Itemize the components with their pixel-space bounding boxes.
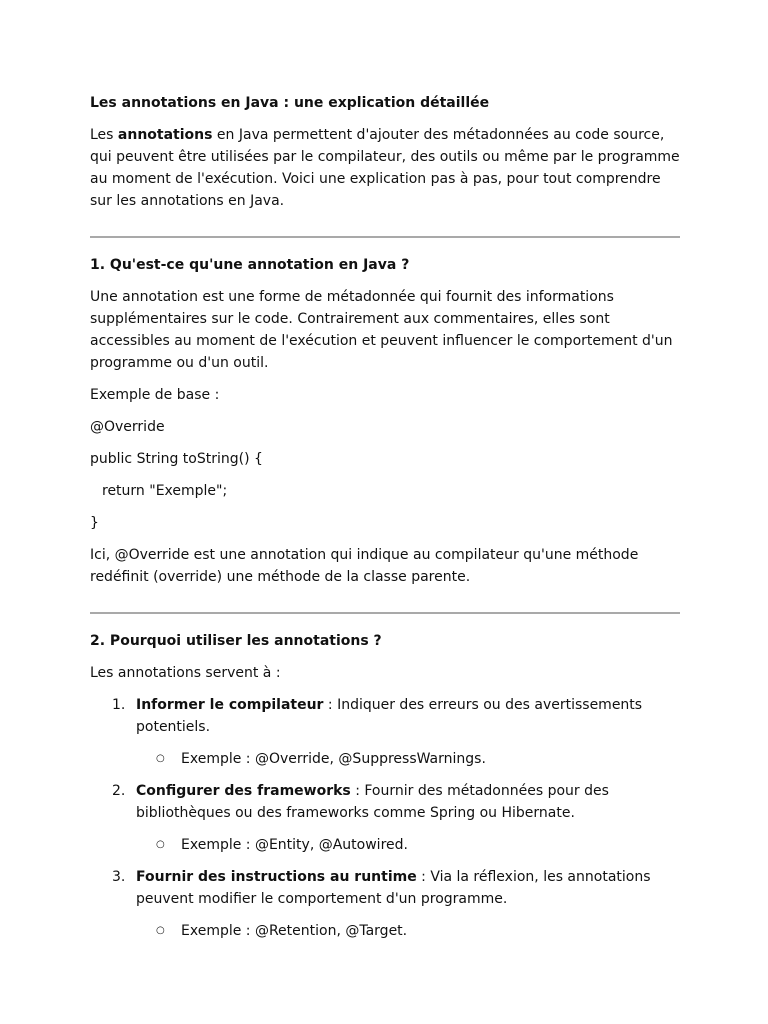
list-item-bold: Configurer des frameworks: [136, 783, 351, 799]
sub-list-item-text: Exemple : @Entity, @Autowired.: [181, 837, 408, 853]
sub-list-item: [90, 748, 680, 770]
section-1-heading: 1. Qu'est-ce qu'une annotation en Java ?: [90, 257, 410, 273]
sub-list-item-text: Exemple : @Override, @SuppressWarnings.: [181, 751, 486, 767]
document-page: [90, 92, 680, 952]
code-line: return "Exemple";: [102, 483, 228, 499]
sub-list-item: [90, 834, 680, 856]
list-item: [90, 694, 680, 738]
code-line: }: [90, 515, 99, 531]
section-1-paragraph: Une annotation est une forme de métadonnée qui fournit des informations supplémentaires sur le code. Contrairement aux commentaires, elles sont accessibles au moment de l'exécution et peuvent influencer le comportement d'un programme ou d'un outil.: [90, 289, 673, 371]
section-2-heading: 2. Pourquoi utiliser les annotations ?: [90, 633, 382, 649]
intro-bold: annotations: [117, 127, 213, 143]
section-2-intro: Les annotations servent à :: [90, 665, 281, 681]
intro-before: Les: [90, 127, 118, 143]
list-item-bold: Informer le compilateur: [136, 697, 324, 713]
list-item-text: : Indiquer des erreurs ou des avertissements potentiels.: [136, 697, 643, 735]
list-number: 1.: [112, 697, 126, 713]
intro-after: en Java permettent d'ajouter des métadonnées au code source, qui peuvent être utilisées par le compilateur, des outils ou même par le programme au moment de l'exécution. Voici une explication pas à pas, pour tout comprendre sur les annotations en Java.: [90, 127, 680, 209]
list-item-text: : Via la réflexion, les annotations peuvent modifier le comportement d'un programme.: [136, 869, 651, 907]
horizontal-rule: [90, 236, 680, 238]
list-number: 3.: [112, 869, 126, 885]
sub-list-item: [90, 920, 680, 942]
sub-list-item-text: Exemple : @Retention, @Target.: [181, 923, 408, 939]
document-title: Les annotations en Java : une explication détaillée: [90, 95, 490, 111]
circle-bullet-icon: ○: [156, 753, 165, 764]
list-item: [90, 866, 680, 910]
list-item-bold: Fournir des instructions au runtime: [136, 869, 417, 885]
code-line: @Override: [90, 419, 165, 435]
intro-paragraph: [90, 124, 680, 212]
section-1-explanation: Ici, @Override est une annotation qui indique au compilateur qu'une méthode redéfinit (override) une méthode de la classe parente.: [90, 547, 639, 585]
list-number: 2.: [112, 783, 126, 799]
horizontal-rule: [90, 612, 680, 614]
circle-bullet-icon: ○: [156, 839, 165, 850]
code-line: public String toString() {: [90, 451, 263, 467]
list-item-text: : Fournir des métadonnées pour des bibliothèques ou des frameworks comme Spring ou Hibernate.: [136, 783, 609, 821]
ordered-list: [90, 694, 680, 942]
circle-bullet-icon: ○: [156, 925, 165, 936]
example-label: Exemple de base :: [90, 387, 220, 403]
list-item: [90, 780, 680, 824]
